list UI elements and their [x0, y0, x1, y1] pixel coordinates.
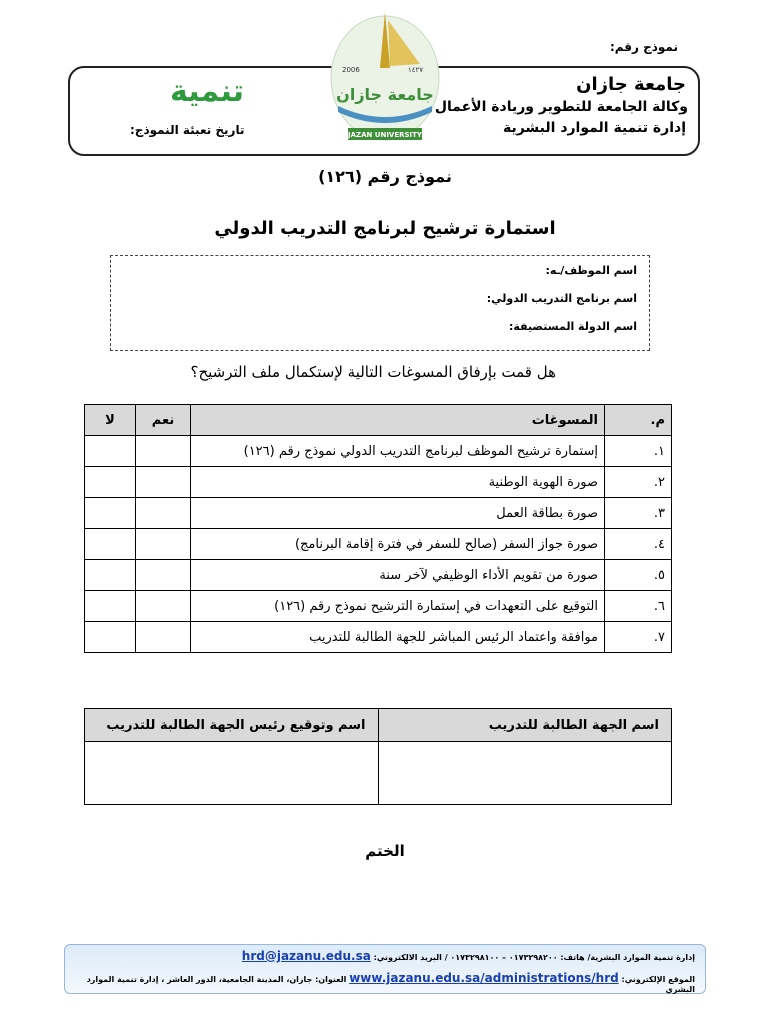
agency-name: وكالة الجامعة للتطوير وريادة الأعمال [434, 99, 688, 115]
university-emblem [328, 8, 442, 146]
row-number: ٢. [605, 467, 672, 498]
university-name: جامعة جازان [576, 74, 686, 95]
emblem-english-name: JAZAN UNIVERSITY [347, 131, 423, 139]
row-yes-checkbox[interactable] [136, 467, 191, 498]
table-row [85, 560, 672, 591]
row-yes-checkbox[interactable] [136, 436, 191, 467]
row-yes-checkbox[interactable] [136, 591, 191, 622]
emblem-year-left: 2006 [342, 66, 360, 74]
row-number: ٤. [605, 529, 672, 560]
table-row [85, 467, 672, 498]
head-signature-header: اسم وتوقيع رئيس الجهة الطالبة للتدريب [85, 709, 379, 742]
tanmia-logo [170, 74, 244, 109]
row-no-checkbox[interactable] [85, 529, 136, 560]
row-document: صورة جواز السفر (صالح للسفر في فترة إقامة البرنامج) [191, 529, 605, 560]
col-number: م. [605, 405, 672, 436]
row-yes-checkbox[interactable] [136, 560, 191, 591]
row-yes-checkbox[interactable] [136, 529, 191, 560]
table-row [85, 622, 672, 653]
host-country-field[interactable]: اسم الدولة المستضيفة: [508, 320, 637, 333]
col-no: لا [85, 405, 136, 436]
footer-website-link[interactable]: www.jazanu.edu.sa/administrations/hrd [349, 971, 619, 985]
row-no-checkbox[interactable] [85, 467, 136, 498]
row-document: صورة الهوية الوطنية [191, 467, 605, 498]
table-row [85, 436, 672, 467]
row-no-checkbox[interactable] [85, 591, 136, 622]
footer-box [64, 944, 706, 994]
requesting-entity-header: اسم الجهة الطالبة للتدريب [378, 709, 672, 742]
employee-name-field[interactable]: اسم الموظف/ـه: [545, 264, 637, 277]
row-yes-checkbox[interactable] [136, 622, 191, 653]
row-number: ٣. [605, 498, 672, 529]
row-document: التوقيع على التعهدات في إستمارة الترشيح نموذج رقم (١٢٦) [191, 591, 605, 622]
main-title: استمارة ترشيح لبرنامج التدريب الدولي [214, 218, 556, 239]
footer-site-line [65, 971, 695, 994]
stamp-label: الختم [365, 842, 405, 860]
table-row [85, 529, 672, 560]
documents-table [84, 404, 672, 653]
row-number: ١. [605, 436, 672, 467]
row-number: ٧. [605, 622, 672, 653]
footer-contact-line [242, 949, 695, 963]
head-signature-cell[interactable] [85, 742, 379, 805]
fill-date-label: تاريخ تعبئة النموذج: [130, 123, 245, 137]
row-no-checkbox[interactable] [85, 560, 136, 591]
footer-contact-text: إدارة تنمية الموارد البشرية/ هاتف: ٠١٧٣٢٩٨٢٠٠ – ٠١٧٣٢٩٨١٠٠ / البريد الالكتروني: [373, 953, 695, 962]
footer-address: العنوان: جازان، المدينة الجامعية، الدور العاشر ، إدارة تنمية الموارد البشري [86, 975, 695, 994]
row-document: صورة بطاقة العمل [191, 498, 605, 529]
footer-email-link[interactable]: hrd@jazanu.edu.sa [241, 949, 371, 963]
emblem-year-right: ١٤٢٧ [408, 66, 424, 74]
col-yes: نعم [136, 405, 191, 436]
row-number: ٦. [605, 591, 672, 622]
program-name-field[interactable]: اسم برنامج التدريب الدولي: [486, 292, 637, 305]
form-number-label: نموذج رقم: [609, 40, 678, 54]
requesting-entity-cell[interactable] [378, 742, 672, 805]
row-no-checkbox[interactable] [85, 498, 136, 529]
row-no-checkbox[interactable] [85, 436, 136, 467]
department-name: إدارة تنمية الموارد البشرية [502, 120, 686, 136]
emblem-arabic-name: جامعة جازان [336, 85, 434, 104]
documents-table-header [85, 405, 672, 436]
row-no-checkbox[interactable] [85, 622, 136, 653]
form-title: نموذج رقم (١٢٦) [318, 167, 452, 186]
table-row [85, 498, 672, 529]
signature-table [84, 708, 672, 805]
col-documents: المسوغات [191, 405, 605, 436]
employee-info-box [110, 255, 650, 351]
row-document: صورة من تقويم الأداء الوظيفي لآخر سنة [191, 560, 605, 591]
tanmia-logo-text: تنمية [170, 74, 245, 109]
row-number: ٥. [605, 560, 672, 591]
attachments-question: هل قمت بإرفاق المسوغات التالية لإستكمال ملف الترشيح؟ [190, 363, 556, 381]
row-document: موافقة واعتماد الرئيس المباشر للجهة الطالبة للتدريب [191, 622, 605, 653]
row-document: إستمارة ترشيح الموظف لبرنامج التدريب الدولي نموذج رقم (١٢٦) [191, 436, 605, 467]
table-row [85, 591, 672, 622]
row-yes-checkbox[interactable] [136, 498, 191, 529]
footer-site-label: الموقع الإلكتروني: [621, 975, 695, 984]
